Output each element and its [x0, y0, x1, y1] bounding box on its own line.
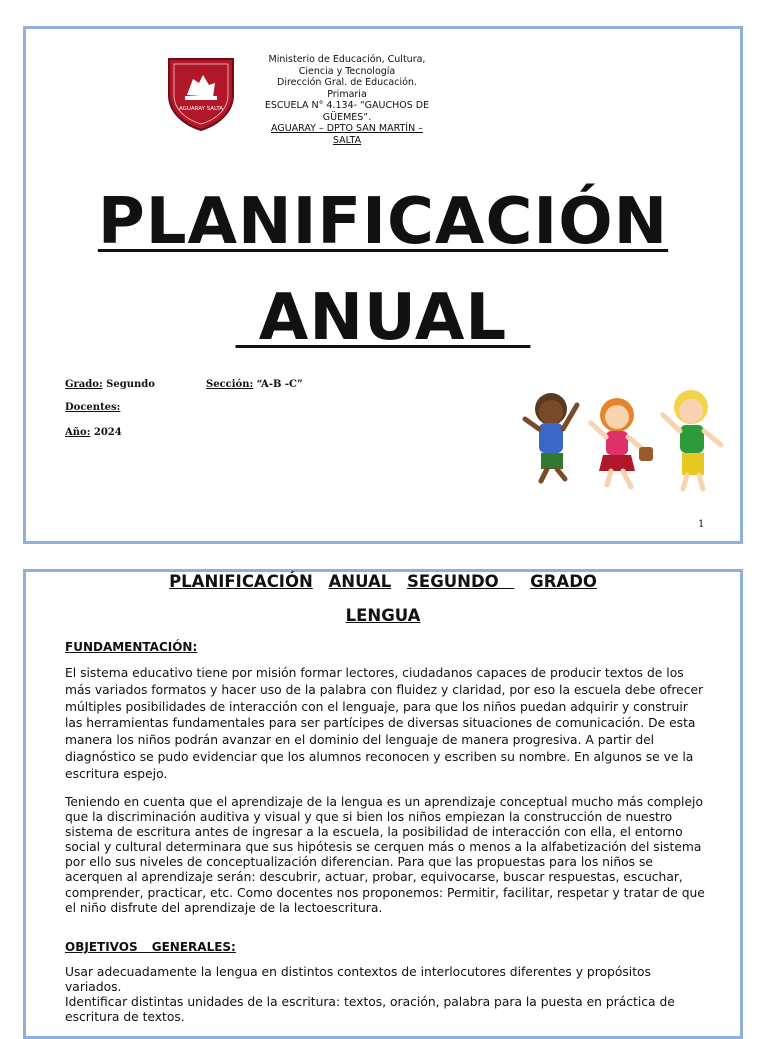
fundamentacion-paragraph-2: Teniendo en cuenta que el aprendizaje de la lengua es un aprendizaje conceptual mucho más complejo que la discriminación auditiva y visual y que si bien los niños empiezan la construcción de nuestro sistema de escritura antes de ingresar a la escuela, la posibilidad de interacción con ella, el entorno social y cultural determinara que sus hipótesis se cerquen más o menos a la alfabetización del sistema por ello sus niveles de conceptualización diferencian. Para que las propuestas para los niños se acerquen al aprendizaje serán: descubrir, actuar, probar, equivocarse, buscar respuestas, escuchar, comprender, practicar, etc. Como docentes nos proponemos: Permitir, facilitar, respetar y tratar de que el niño disfrute del aprendizaje de la lectoescritura.: [65, 795, 705, 915]
cover-title-text: PLANIFICACIÓN: [97, 185, 669, 259]
docentes-field: [65, 402, 120, 413]
title-word: SEGUNDO: [407, 572, 515, 591]
cover-title-text: ANUAL: [235, 281, 531, 355]
anio-field: [65, 427, 122, 438]
objetivo-item: Usar adecuadamente la lengua en distintos contextos de interlocutores diferentes y propósitos variados.: [65, 965, 651, 994]
anio-label: Año:: [65, 427, 91, 438]
ministry-line: Ciencia y Tecnología: [298, 65, 396, 77]
anio-value: 2024: [90, 427, 122, 438]
fundamentacion-paragraph-1: El sistema educativo tiene por misión formar lectores, ciudadanos capaces de producir textos de los más variados formatos y hacer uso de la palabra con fluidez y claridad, por eso la escuela debe ofrecer múltiples posibilidades de interacción con el lenguaje, para que los niños puedan adquirir y construir las herramientas fundamentales para ser partícipes de diversas situaciones de comunicación. De esta manera los niños podrán avanzar en el dominio del lenguaje de manera progresiva. A partir del diagnóstico se pudo evidenciar que los alumnos reconocen y escriben su nombre. En algunos se ve la escritura espejo.: [65, 666, 704, 781]
svg-text:AGUARAY SALTA: AGUARAY SALTA: [178, 106, 224, 112]
grado-field: [65, 379, 155, 390]
title-word: GRADO: [530, 572, 597, 591]
ministry-line: Primaria: [327, 88, 367, 100]
cover-title-line1: [26, 185, 740, 259]
objetivos-heading: OBJETIVOS GENERALES:: [65, 940, 236, 954]
seccion-value: “A-B -C”: [253, 379, 303, 390]
seccion-label: Sección:: [206, 379, 254, 390]
cover-page: [23, 26, 743, 544]
page-number: 1: [698, 519, 705, 530]
subject-title-text: LENGUA: [345, 606, 421, 625]
seccion-field: [206, 379, 303, 390]
ministry-location: AGUARAY – DPTO SAN MARTÍN –: [271, 123, 423, 134]
content-page: [23, 569, 743, 1039]
ministry-line: ESCUELA N° 4.134- “GAUCHOS DE: [264, 100, 430, 111]
ministry-location: SALTA: [332, 134, 362, 146]
page2-title: [26, 572, 740, 591]
grado-label: Grado:: [65, 379, 103, 390]
objetivos-list: [65, 965, 705, 1025]
jumping-kids-illustration: [521, 381, 727, 501]
ministry-header: [252, 54, 442, 146]
ministry-line: GÜEMES”.: [322, 111, 372, 123]
subject-title: [26, 606, 740, 625]
fundamentacion-heading: FUNDAMENTACIÓN:: [65, 640, 198, 654]
ministry-line: Dirección Gral. de Educación.: [277, 77, 417, 88]
school-crest-logo: [163, 55, 239, 131]
objetivo-item: Identificar distintas unidades de la escritura: textos, oración, palabra para la puesta en práctica de escritura de textos.: [65, 995, 675, 1024]
docentes-label: Docentes:: [65, 402, 121, 413]
grado-value: Segundo: [102, 379, 155, 390]
ministry-line: Ministerio de Educación, Cultura,: [268, 54, 426, 65]
title-word: ANUAL: [328, 572, 392, 591]
title-word: PLANIFICACIÓN: [169, 572, 313, 591]
cover-title-line2: [26, 281, 740, 355]
